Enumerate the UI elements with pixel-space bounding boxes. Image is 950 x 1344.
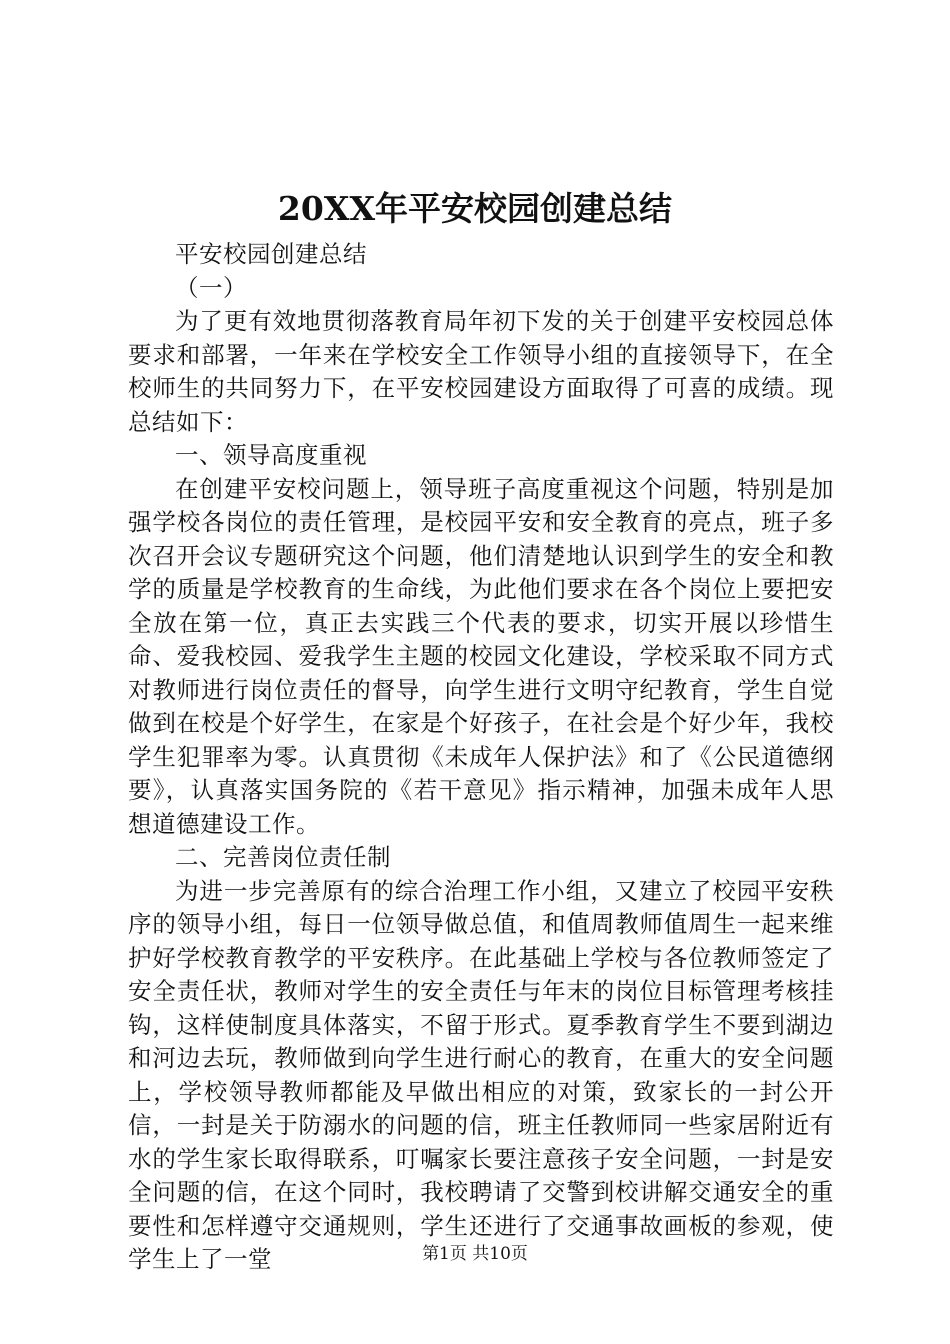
document-title: 20XX年平安校园创建总结 [277,189,673,228]
body-paragraph-2: 为进一步完善原有的综合治理工作小组，又建立了校园平安秩序的领导小组，每日一位领导做总值，和值周教师值周生一起来维护好学校教育教学的平安秩序。在此基础上学校与各位教师签定了安全责任状，教师对学生的安全责任与年末的岗位目标管理考核挂钩，这样使制度具体落实，不留于形式。夏季教育学生不要到湖边和河边去玩，教师做到向学生进行耐心的教育，在重大的安全问题上，学校领导教师都能及早做出相应的对策，致家长的一封公开信，一封是关于防溺水的问题的信，班主任教师同一些家居附近有水的学生家长取得联系，叮嘱家长要注意孩子安全问题，一封是安全问题的信，在这个同时，我校聘请了交警到校讲解交通安全的重要性和怎样遵守交通规则，学生还进行了交通事故画板的参观，使学生上了一堂 [128,876,834,1273]
page-number-footer: 第1页 共10页 [422,1244,528,1264]
subtitle-paragraph: 平安校园创建总结 [175,240,367,268]
document-body [128,238,834,1277]
section-number: （一） [175,273,247,302]
section-heading-2: 二、完善岗位责任制 [175,843,391,871]
intro-paragraph: 为了更有效地贯彻落教育局年初下发的关于创建平安校园总体要求和部署，一年来在学校安全工作领导小组的直接领导下，在全校师生的共同努力下，在平安校园建设方面取得了可喜的成绩。现总结如下： [128,307,834,436]
section-heading-1: 一、领导高度重视 [175,441,367,469]
body-paragraph-1: 在创建平安校问题上，领导班子高度重视这个问题，特别是加强学校各岗位的责任管理，是校园平安和安全教育的亮点，班子多次召开会议专题研究这个问题，他们清楚地认识到学生的安全和教学的质量是学校教育的生命线，为此他们要求在各个岗位上要把安全放在第一位，真正去实践三个代表的要求，切实开展以珍惜生命、爱我校园、爱我学生主题的校园文化建设，学校采取不同方式对教师进行岗位责任的督导，向学生进行文明守纪教育，学生自觉做到在校是个好学生，在家是个好孩子，在社会是个好少年，我校学生犯罪率为零。认真贯彻《未成年人保护法》和了《公民道德纲要》，认真落实国务院的《若干意见》指示精神，加强未成年人思想道德建设工作。 [128,474,834,838]
